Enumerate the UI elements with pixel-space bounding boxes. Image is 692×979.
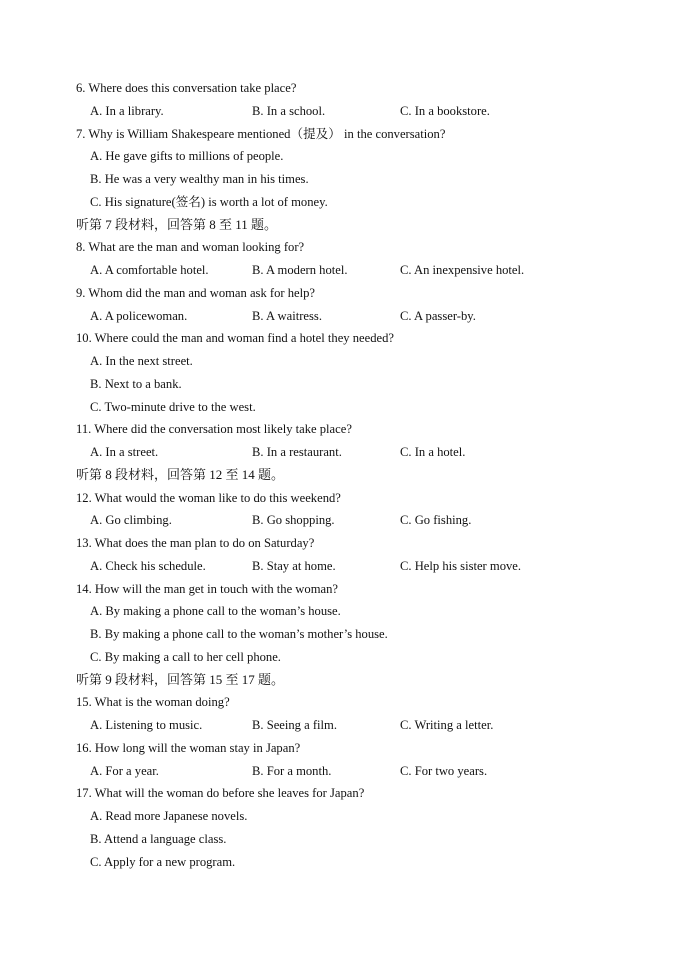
answer-option: C. In a hotel. [400, 445, 466, 459]
option-row [0, 444, 692, 460]
option-row [0, 558, 692, 574]
answer-option: C. Writing a letter. [400, 718, 494, 732]
answer-option: B. A modern hotel. [252, 263, 348, 277]
question-text: 17. What will the woman do before she leaves for Japan? [76, 786, 365, 801]
answer-option: A. In a library. [90, 103, 164, 118]
answer-option: A. A policewoman. [90, 308, 188, 323]
answer-option: C. By making a call to her cell phone. [90, 649, 281, 664]
answer-option: B. In a restaurant. [252, 445, 342, 459]
answer-option: B. For a month. [252, 763, 332, 778]
answer-option: B. By making a phone call to the woman’s mother’s house. [90, 627, 388, 641]
question-text: 7. Why is William Shakespeare mentioned（提及） in the conversation? [76, 126, 446, 141]
question-text: 11. Where did the conversation most likely take place? [76, 422, 352, 437]
option-row [0, 262, 692, 278]
question-text: 13. What does the man plan to do on Saturday? [76, 536, 315, 550]
answer-option: C. Apply for a new program. [90, 854, 236, 869]
answer-option: C. Two-minute drive to the west. [90, 399, 256, 414]
answer-option: B. A waitress. [252, 308, 322, 323]
answer-option: A. Go climbing. [90, 513, 172, 528]
option-row [0, 308, 692, 324]
answer-option: C. A passer-by. [400, 308, 476, 323]
question-text: 9. Whom did the man and woman ask for help? [76, 285, 315, 300]
question-text: 10. Where could the man and woman find a hotel they needed? [76, 331, 394, 346]
answer-option: A. He gave gifts to millions of people. [90, 149, 284, 164]
question-text: 14. How will the man get in touch with the woman? [76, 581, 338, 596]
answer-option: B. Seeing a film. [252, 718, 337, 732]
answer-option: A. A comfortable hotel. [90, 263, 209, 277]
answer-option: C. Help his sister move. [400, 558, 522, 573]
answer-option: C. For two years. [400, 763, 488, 778]
option-row [0, 512, 692, 528]
answer-option: A. For a year. [90, 763, 159, 778]
answer-option: C. Go fishing. [400, 513, 472, 528]
answer-option: A. By making a phone call to the woman’s house. [90, 604, 341, 619]
section-heading: 听第 7 段材料，回答第 8 至 11 题。 [76, 216, 278, 232]
answer-option: B. In a school. [252, 103, 326, 118]
answer-option: C. In a bookstore. [400, 103, 490, 118]
option-row [0, 763, 692, 779]
answer-option: A. Check his schedule. [90, 558, 206, 573]
option-row [0, 103, 692, 119]
section-heading: 听第 9 段材料，回答第 15 至 17 题。 [76, 671, 285, 687]
question-text: 12. What would the woman like to do this weekend? [76, 490, 341, 505]
question-text: 6. Where does this conversation take place? [76, 81, 297, 95]
answer-option: A. Read more Japanese novels. [90, 809, 248, 823]
answer-option: C. His signature(签名) is worth a lot of money. [90, 194, 328, 209]
section-heading: 听第 8 段材料，回答第 12 至 14 题。 [76, 466, 285, 482]
answer-option: B. Go shopping. [252, 513, 335, 528]
answer-option: B. Next to a bank. [90, 376, 182, 391]
answer-option: A. In a street. [90, 445, 159, 459]
answer-option: B. Stay at home. [252, 558, 336, 573]
answer-option: B. He was a very wealthy man in his times. [90, 172, 309, 186]
question-text: 15. What is the woman doing? [76, 695, 230, 710]
answer-option: C. An inexpensive hotel. [400, 263, 525, 277]
answer-option: B. Attend a language class. [90, 831, 227, 846]
answer-option: A. Listening to music. [90, 718, 203, 732]
answer-option: A. In the next street. [90, 354, 193, 368]
question-text: 16. How long will the woman stay in Japan? [76, 740, 301, 755]
option-row [0, 717, 692, 733]
question-text: 8. What are the man and woman looking for? [76, 240, 305, 255]
